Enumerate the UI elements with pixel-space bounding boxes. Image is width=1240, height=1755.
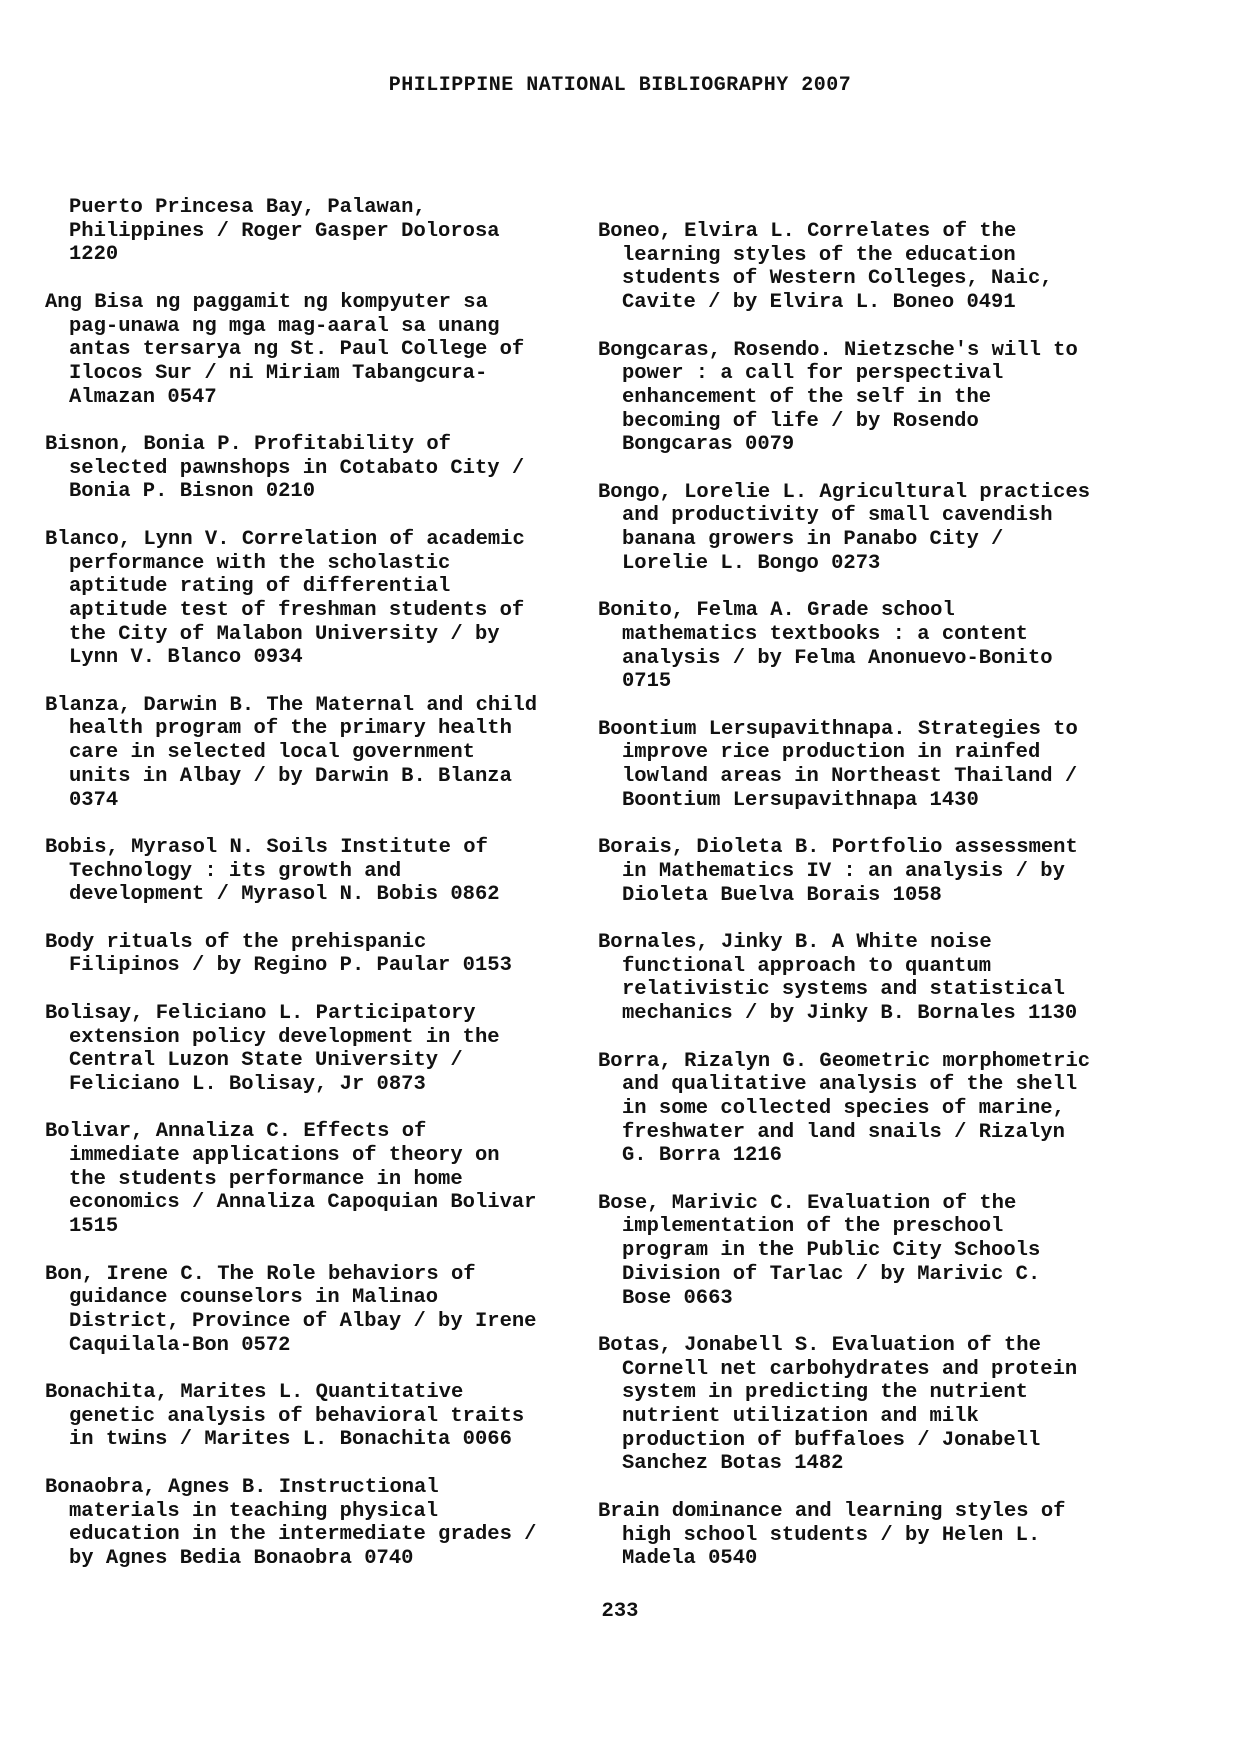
bibliography-entry: Body rituals of the prehispanic Filipinos / by Regino P. Paular 0153 [45, 930, 512, 978]
bibliography-entry: Bornales, Jinky B. A White noise functional approach to quantum relativistic systems and statistical mechanics / by Jinky B. Bornales 1130 [598, 931, 1078, 1026]
bibliography-entry: Bose, Marivic C. Evaluation of the implementation of the preschool program in the Public City Schools Division of Tarlac / by Marivic C. Bose 0663 [598, 1191, 1041, 1310]
bibliography-entry: Botas, Jonabell S. Evaluation of the Cornell net carbohydrates and protein system in predicting the nutrient nutrient utilization and milk production of buffaloes / Jonabell Sanchez Botas 1482 [598, 1333, 1078, 1476]
bibliography-entry: Bolivar, Annaliza C. Effects of immediate applications of theory on the students performance in home economics / Annaliza Capoquian Bolivar 1515 [45, 1120, 537, 1239]
page-header: PHILIPPINE NATIONAL BIBLIOGRAPHY 2007 [388, 74, 852, 97]
bibliography-entry: Borais, Dioleta B. Portfolio assessment in Mathematics IV : an analysis / by Dioleta Buelva Borais 1058 [598, 836, 1078, 907]
left-column [45, 196, 585, 1594]
bibliography-entry: Bon, Irene C. The Role behaviors of guidance counselors in Malinao District, Province of Albay / by Irene Caquilala-Bon 0572 [45, 1262, 537, 1357]
bibliography-entry: Bongcaras, Rosendo. Nietzsche's will to power : a call for perspectival enhancement of the self in the becoming of life / by Rosendo Bongcaras 0079 [598, 338, 1078, 457]
bibliography-entry: Brain dominance and learning styles of high school students / by Helen L. Madela 0540 [598, 1499, 1066, 1571]
bibliography-entry: Bonito, Felma A. Grade school mathematics textbooks : a content analysis / by Felma Anonuevo-Bonito 0715 [598, 599, 1053, 694]
bibliography-entry: Blanco, Lynn V. Correlation of academic performance with the scholastic aptitude rating of differential aptitude test of freshman students of the City of Malabon University / by Lynn V. Blanco 0934 [45, 527, 525, 670]
bibliography-entry: Boneo, Elvira L. Correlates of the learning styles of the education students of Western Colleges, Naic, Cavite / by Elvira L. Boneo 0491 [598, 220, 1053, 315]
bibliography-entry: Bongo, Lorelie L. Agricultural practices and productivity of small cavendish banana growers in Panabo City / Lorelie L. Bongo 0273 [598, 480, 1091, 575]
bibliography-entry: Boontium Lersupavithnapa. Strategies to improve rice production in rainfed lowland areas in Northeast Thailand / Boontium Lersupavithnapa 1430 [598, 717, 1078, 812]
bibliography-entry: Blanza, Darwin B. The Maternal and child health program of the primary health care in selected local government units in Albay / by Darwin B. Blanza 0374 [45, 693, 538, 812]
right-column [598, 220, 1138, 1595]
page-number: 233 [601, 1600, 639, 1623]
bibliography-entry: Bonaobra, Agnes B. Instructional materials in teaching physical education in the intermediate grades / by Agnes Bedia Bonaobra 0740 [45, 1475, 537, 1570]
bibliography-entry: Borra, Rizalyn G. Geometric morphometric and qualitative analysis of the shell in some collected species of marine, freshwater and land snails / Rizalyn G. Borra 1216 [598, 1049, 1091, 1168]
bibliography-entry: Ang Bisa ng paggamit ng kompyuter sa pag-unawa ng mga mag-aaral sa unang antas tersarya ng St. Paul College of Ilocos Sur / ni Miriam Tabangcura- Almazan 0547 [45, 290, 525, 409]
bibliography-entry: Bisnon, Bonia P. Profitability of selected pawnshops in Cotabato City / Bonia P. Bisnon 0210 [45, 433, 525, 504]
bibliography-entry: Bolisay, Feliciano L. Participatory extension policy development in the Central Luzon State University / Feliciano L. Bolisay, Jr 0873 [45, 1001, 500, 1096]
bibliography-entry: Bobis, Myrasol N. Soils Institute of Technology : its growth and development / Myrasol N. Bobis 0862 [45, 835, 500, 907]
bibliography-entry: Puerto Princesa Bay, Palawan, Philippines / Roger Gasper Dolorosa 1220 [69, 196, 500, 267]
bibliography-entry: Bonachita, Marites L. Quantitative genetic analysis of behavioral traits in twins / Marites L. Bonachita 0066 [45, 1381, 525, 1452]
